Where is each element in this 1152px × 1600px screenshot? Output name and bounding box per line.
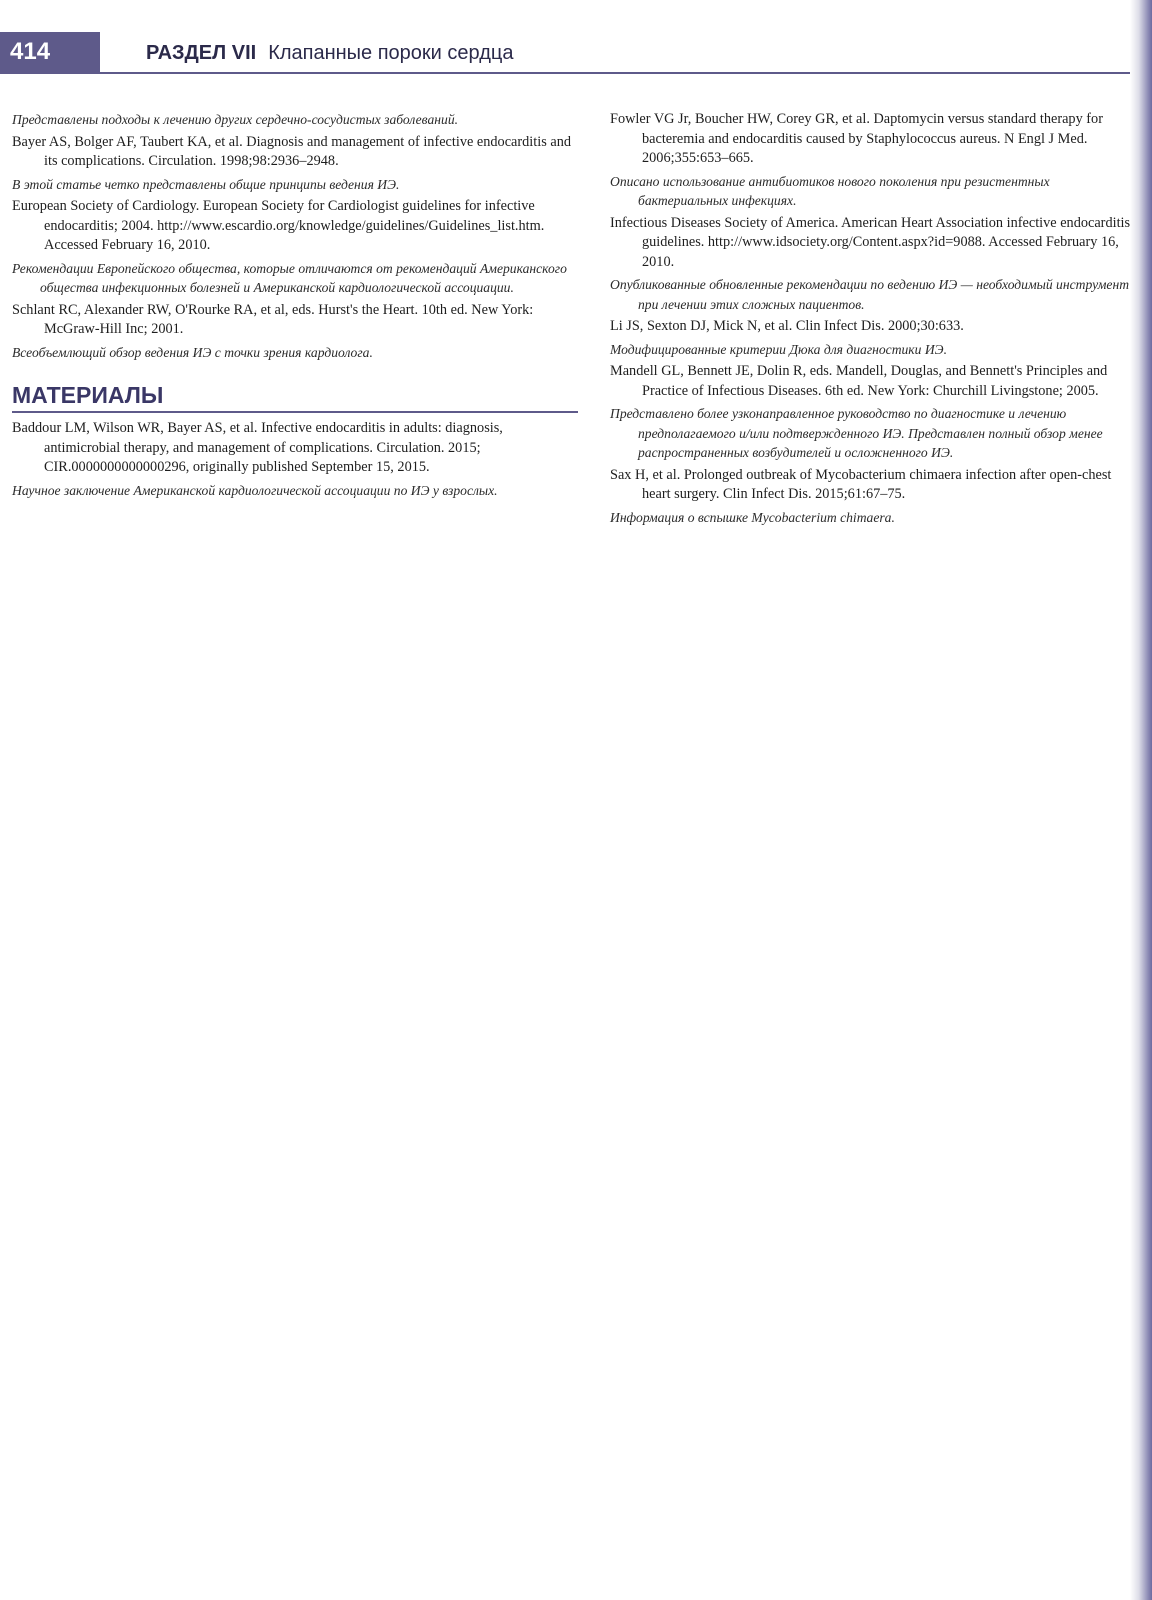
- annotation-text: Опубликованные обновленные рекомендации по ведению ИЭ — необходимый инструмент при лечении этих сложных пациентов.: [610, 277, 1130, 312]
- section-label: РАЗДЕЛ VII: [146, 42, 257, 64]
- reference-entry: Schlant RC, Alexander RW, O'Rourke RA, et al, eds. Hurst's the Heart. 10th ed. New York: McGraw-Hill Inc; 2001.: [12, 301, 534, 337]
- chapter-title: Клапанные пороки сердца: [268, 42, 514, 64]
- materials-list: [12, 419, 578, 500]
- annotation-text: Представлены подходы к лечению других сердечно-сосудистых заболеваний.: [12, 112, 459, 127]
- left-ref-list: [12, 110, 578, 362]
- reference-entry: European Society of Cardiology. European Society for Cardiologist guidelines for infective endocarditis; 2004. http://www.escardio.org/knowledge/guidelines/Guidelines_list.htm. Accessed February 16, 2010.: [12, 198, 545, 253]
- reference-entry: Baddour LM, Wilson WR, Bayer AS, et al. Infective endocarditis in adults: diagnosis, antimicrobial therapy, and management of complications. Circulation. 2015; CIR.0000000000000296, originally published September 15, 2015.: [12, 420, 503, 475]
- annotation-text: Информация о вспышке Mycobacterium chimaera.: [610, 509, 895, 525]
- right-ref-list: [610, 110, 1138, 527]
- running-header: [146, 42, 513, 65]
- reference-entry: Mandell GL, Bennett JE, Dolin R, eds. Mandell, Douglas, and Bennett's Principles and Practice of Infectious Diseases. 6th ed. New York: Churchill Livingstone; 2005.: [610, 363, 1108, 399]
- annotation-text: Описано использование антибиотиков нового поколения при резистентных бактериальных инфекциях.: [610, 173, 1050, 208]
- annotation-text: Научное заключение Американской кардиологической ассоциации по ИЭ у взрослых.: [12, 482, 498, 498]
- reference-entry: Bayer AS, Bolger AF, Taubert KA, et al. Diagnosis and management of infective endocarditis and its complications. Circulation. 1998;98:2936–2948.: [12, 133, 572, 169]
- annotation-text: В этой статье четко представлены общие принципы ведения ИЭ.: [12, 176, 400, 192]
- annotation-text: Модифицированные критерии Дюка для диагностики ИЭ.: [610, 341, 947, 357]
- materials-heading: МАТЕРИАЛЫ: [12, 382, 578, 413]
- annotation-text: Представлено более узконаправленное руководство по диагностике и лечению предполагаемого и/или подтвержденного ИЭ. Представлен полный обзор менее распространенных возбудителей и осложненного ИЭ.: [610, 406, 1103, 460]
- page-number: 414: [0, 32, 100, 72]
- reference-entry: Infectious Diseases Society of America. American Heart Association infective endocarditis guidelines. http://www.idsociety.org/Content.aspx?id=9088. Accessed February 16, 2010.: [610, 214, 1131, 270]
- annotation-text: Рекомендации Европейского общества, которые отличаются от рекомендаций Американского общества инфекционных болезней и Американской кардиологической ассоциации.: [12, 260, 567, 295]
- annotation-text: Всеобъемлющий обзор ведения ИЭ с точки зрения кардиолога.: [12, 344, 373, 360]
- reference-entry: Fowler VG Jr, Boucher HW, Corey GR, et al. Daptomycin versus standard therapy for bacteremia and endocarditis caused by Staphylococcus aureus. N Engl J Med. 2006;355:653–665.: [610, 111, 1103, 166]
- reference-entry: Sax H, et al. Prolonged outbreak of Mycobacterium chimaera infection after open-chest heart surgery. Clin Infect Dis. 2015;61:67–75.: [610, 466, 1112, 502]
- left-column: [12, 110, 578, 503]
- reference-entry: Li JS, Sexton DJ, Mick N, et al. Clin Infect Dis. 2000;30:633.: [610, 318, 964, 334]
- right-column: [610, 110, 1138, 530]
- header-rule: [0, 72, 1130, 74]
